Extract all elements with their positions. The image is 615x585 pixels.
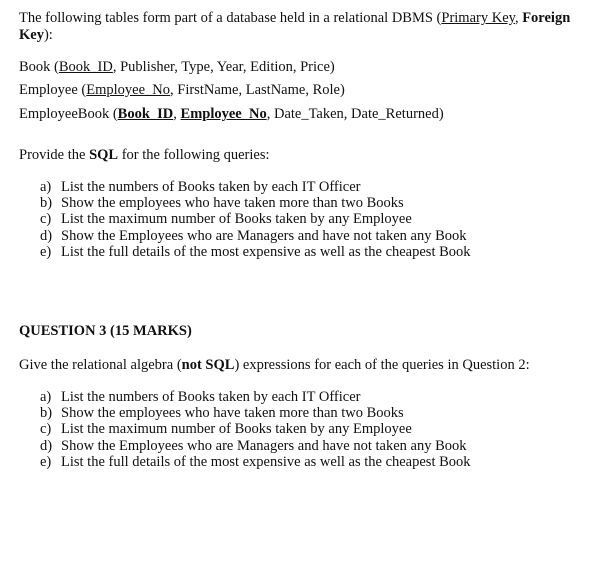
book-primary-key: Book_ID <box>58 59 113 75</box>
employeebook-foreign-key-employee: Employee_No <box>180 106 267 122</box>
list-item: c) List the maximum number of Books taken by any Employee <box>40 211 412 228</box>
table-employee-schema: Employee (Employee_No, FirstName, LastName, Role) <box>19 82 345 98</box>
foreign-key-legend: Foreign <box>522 10 571 26</box>
list-item: a) List the numbers of Books taken by each IT Officer <box>40 389 361 405</box>
table-employeebook-schema: EmployeeBook (Book_ID, Employee_No, Date_Taken, Date_Returned) <box>19 106 444 122</box>
list-item: c) List the maximum number of Books taken by any Employee <box>40 421 412 438</box>
intro-paragraph-cont: Key): <box>19 27 53 43</box>
question3-heading: QUESTION 3 (15 MARKS) <box>19 323 192 339</box>
question3-prompt: Give the relational algebra (not SQL) expressions for each of the queries in Question 2: <box>19 357 530 373</box>
question2-list <box>40 179 471 260</box>
list-item: b) Show the employees who have taken more than two Books <box>40 405 404 422</box>
list-item: b) Show the employees who have taken more than two Books <box>40 195 404 212</box>
question2-prompt: Provide the SQL for the following queries: <box>19 147 270 163</box>
employeebook-foreign-key-book: Book_ID <box>117 106 174 122</box>
table-book-schema: Book (Book_ID, Publisher, Type, Year, Edition, Price) <box>19 59 335 75</box>
list-item: a) List the numbers of Books taken by each IT Officer <box>40 179 361 195</box>
question3-list <box>40 389 471 470</box>
primary-key-legend: Primary Key <box>441 10 515 26</box>
list-item: d) Show the Employees who are Managers and have not taken any Book <box>40 437 467 454</box>
list-item: d) Show the Employees who are Managers and have not taken any Book <box>40 227 467 244</box>
list-item: e) List the full details of the most expensive as well as the cheapest Book <box>40 453 471 470</box>
intro-paragraph: The following tables form part of a database held in a relational DBMS (Primary Key, Foreign <box>19 10 571 26</box>
employee-primary-key: Employee_No <box>86 82 171 98</box>
list-item: e) List the full details of the most expensive as well as the cheapest Book <box>40 243 471 260</box>
